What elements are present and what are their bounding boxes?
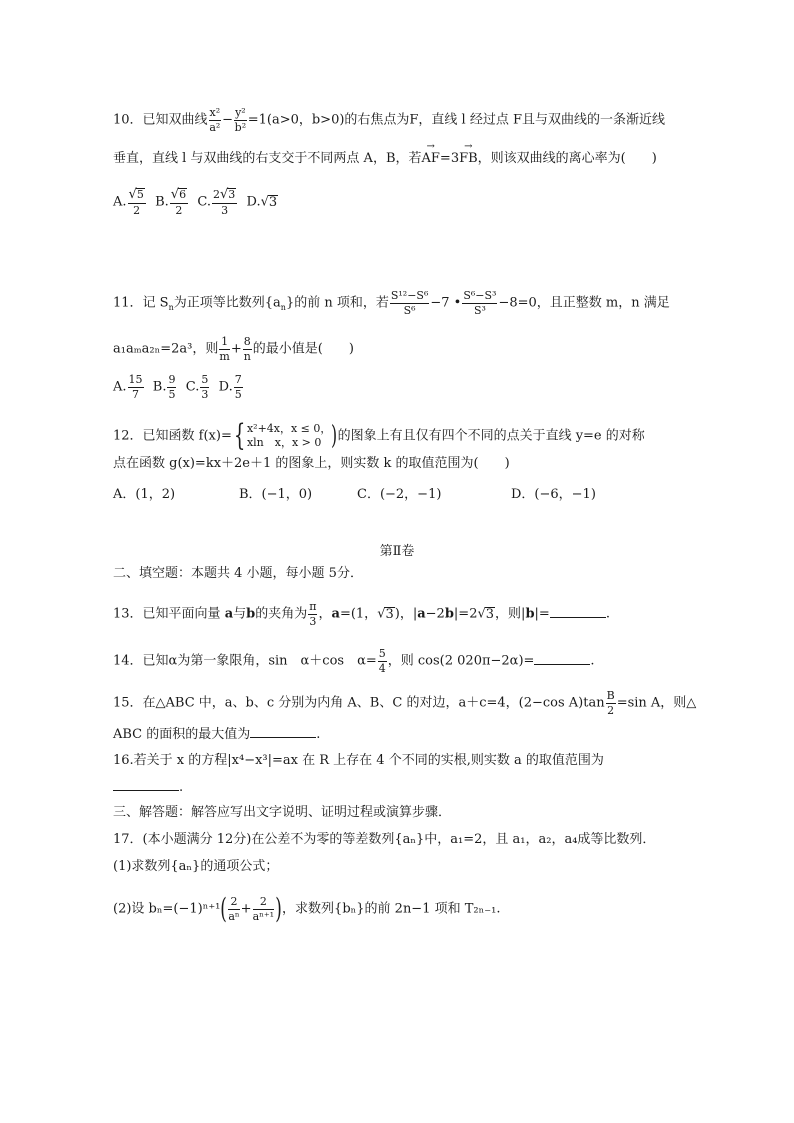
q10-option-c: $\frac{2√3}{3}$	[212, 187, 236, 217]
q11-options: A. $\frac{15}{7}$ B. $\frac{9}{5}$ C. $\frac{5}{3}$ D. $\frac{7}{5}$	[113, 373, 242, 401]
answer-blank[interactable]	[113, 780, 179, 791]
answer-blank[interactable]	[534, 654, 590, 665]
q17-line2: (1)求数列{aₙ}的通项公式；	[113, 859, 279, 874]
q10-option-d: 3	[268, 194, 278, 210]
q17-line3: (2)设 bₙ=(−1)ⁿ⁺¹( $\frac{2}{\text{aⁿ}}$ + $\frac{2}{\text{aⁿ⁺¹}}$ )，求数列{bₙ}的前 2n−1 项和 T₂ₙ₋₁.	[113, 892, 501, 925]
q11-line1: 11．记 $S_n$为正项等比数列$\{a_n\}$的前 n 项和，若 $\frac{\text{S¹²−S⁶}}{\text{S⁶}}$ −7 • $\frac{\text{S⁶−S³}}{\text{S³}}$ −8=0，且正整数 m，n 满足	[113, 289, 670, 317]
q10-line1: 10．已知双曲线 $\frac{\text{x²}}{\text{a²}}$ − $\frac{\text{y²}}{\text{b²}}$ =1(a>0，b>0)的右焦点为F，直线 l 经过点 F且与双曲线的一条渐近线	[113, 106, 666, 134]
vector-fb: → FB	[459, 152, 478, 165]
q16-line1: 16.若关于 x 的方程|x⁴−x³|=ax 在 R 上存在 4 个不同的实根,则实数 a 的取值范围为	[113, 753, 604, 768]
q17-line1: 17．(本小题满分 12分)在公差不为零的等差数列{aₙ}中，a₁=2，且 a₁，a₂，a₄成等比数列．	[113, 832, 656, 847]
part-2-title: 第Ⅱ卷	[379, 544, 415, 559]
answer-blank[interactable]	[550, 607, 606, 618]
q12-option-d: D．(−6，−1)	[511, 487, 596, 502]
q12-option-a: A．(1，2)	[113, 487, 176, 502]
q10-option-b: $\frac{√6}{2}$	[170, 187, 187, 217]
q11-line2: a₁aₘa₂ₙ=2a³，则 $\frac{1}{m}$ + $\frac{8}{n}$ 的最小值是( )	[113, 335, 354, 363]
q12-line1: 12．已知函数 f(x)={ x²+4x，x ≤ 0， xln x，x > 0 )的图象上有且仅有四个不同的点关于直线 y=e 的对称	[113, 418, 645, 453]
piecewise-cases: x²+4x，x ≤ 0， xln x，x > 0	[246, 422, 332, 449]
q15-line2: ABC 的面积的最大值为 .	[113, 727, 321, 742]
q12-line2: 点在函数 g(x)=kx＋2e＋1 的图象上，则实数 k 的取值范围为( )	[113, 456, 510, 471]
q10-fraction-y: $\frac{\text{y²}}{\text{b²}}$	[234, 106, 247, 134]
q10-number: 10．已知双曲线	[113, 112, 208, 128]
vector-af: → AF	[422, 152, 440, 165]
q14: 14．已知α为第一象限角，sin α＋cos α= $\frac{5}{4}$ ，则 cos(2 020π−2α)= .	[113, 647, 595, 675]
q11-fraction-1: $\frac{\text{S¹²−S⁶}}{\text{S⁶}}$	[390, 289, 429, 317]
q10-options: A. $\frac{√5}{2}$ B. $\frac{√6}{2}$ C. $\frac{2√3}{3}$ D.√3	[113, 187, 278, 217]
q12-option-b: B．(−1，0)	[239, 487, 313, 502]
q10-line2: 垂直，直线 l 与双曲线的右支交于不同两点 A，B，若→ AF=3→ FB，则该双曲线的离心率为( )	[113, 152, 657, 165]
q13: 13．已知平面向量 a与b的夹角为 $\frac{\pi}{3}$ ，a=(1，√3)，|a−2b|=2√3，则|b|= .	[113, 600, 610, 628]
q10-fraction-x: $\frac{\text{x²}}{\text{a²}}$	[209, 106, 221, 134]
q10-option-a: $\frac{√5}{2}$	[128, 187, 144, 217]
section-solutions: 三、解答题：解答应写出文字说明、证明过程或演算步骤．	[113, 805, 452, 820]
answer-blank[interactable]	[250, 727, 316, 738]
q11-fraction-2: $\frac{\text{S⁶−S³}}{\text{S³}}$	[463, 289, 497, 317]
left-brace: {	[233, 418, 246, 453]
section-fill-in: 二、填空题：本题共 4 小题，每小题 5分．	[113, 566, 363, 581]
q15-line1: 15．在△ABC 中，a、b、c 分别为内角 A、B、C 的对边，a＋c=4，(2−cos A)tan $\frac{B}{2}$ =sin A，则△	[113, 689, 697, 717]
q16-line2: .	[113, 780, 183, 794]
q12-option-c: C．(−2，−1)	[357, 487, 442, 502]
